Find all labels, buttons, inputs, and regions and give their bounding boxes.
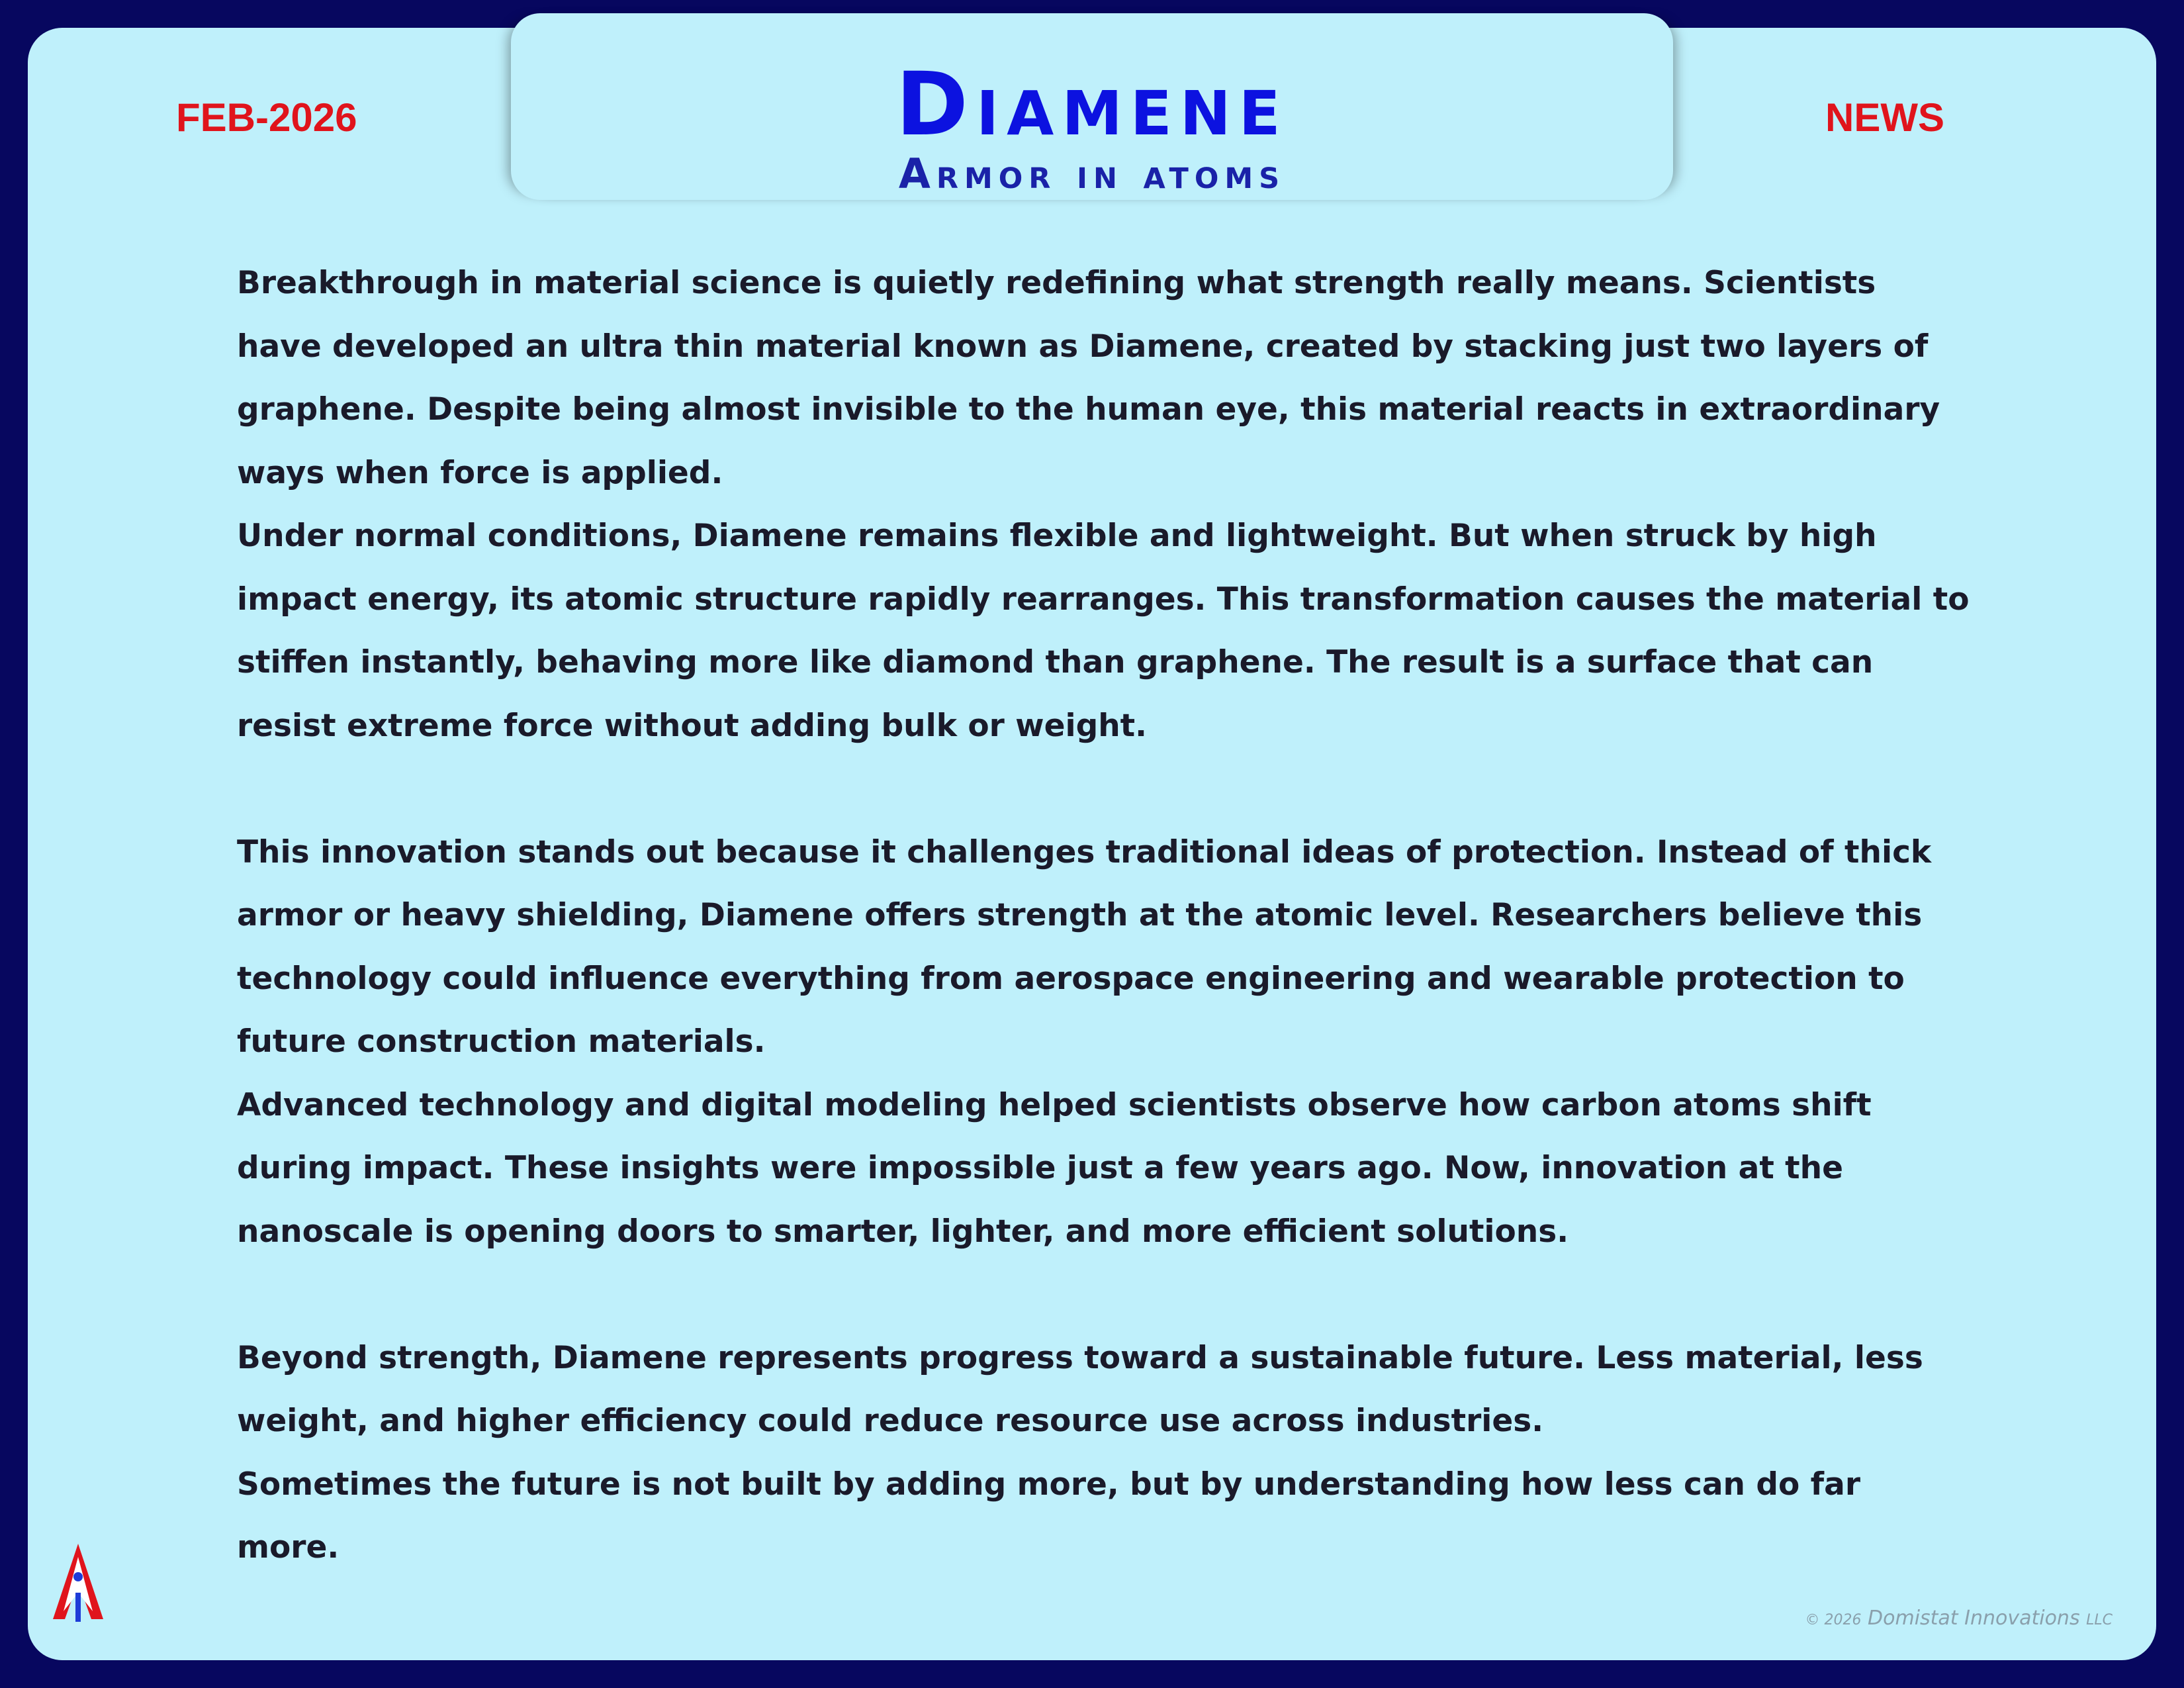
issue-date: FEB-2026	[176, 95, 357, 140]
article-paragraph: Advanced technology and digital modeling helped scientists observe how carbon atoms shift during impact. These insights were impossible just a few years ago. Now, innovation at the nanoscale is opening doors to smarter, lighter, and more efficient solutions.	[237, 1086, 1872, 1250]
page-subtitle: Armor in atoms	[898, 150, 1286, 198]
company-suffix: LLC	[2086, 1612, 2113, 1628]
article-paragraph: Breakthrough in material science is quietly redefining what strength really means. Scientists have developed an ultra thin material known as Diamene, created by stacking just two layers of graphene. Despite being almost invisible to the human eye, this material reacts in extraordinary ways when force is applied.	[237, 265, 1940, 491]
copyright-notice	[1805, 1609, 2113, 1628]
title-tab	[511, 13, 1673, 200]
company-name: Domistat Innovations	[1868, 1607, 2080, 1630]
rocket-a-logo-icon	[52, 1542, 105, 1624]
copyright-year: © 2026	[1805, 1612, 1862, 1628]
article-paragraph: Under normal conditions, Diamene remains flexible and lightweight. But when struck by high impact energy, its atomic structure rapidly rearranges. This transformation causes the material to stiffen instantly, behaving more like diamond than graphene. The result is a surface that can resist extreme force without adding bulk or weight.	[237, 518, 1970, 744]
article-paragraph: This innovation stands out because it challenges traditional ideas of protection. Instead of thick armor or heavy shielding, Diamene offers strength at the atomic level. Researchers believe this technology could influence everything from aerospace engineering and wearable protection to future construction materials.	[237, 833, 1932, 1060]
section-label: NEWS	[1825, 95, 1944, 140]
paragraph-spacer	[237, 1263, 1971, 1327]
page-title: Diamene	[895, 54, 1289, 156]
paragraph-spacer	[237, 757, 1971, 821]
article-body	[237, 252, 1971, 1579]
article-paragraph: Beyond strength, Diamene represents progress toward a sustainable future. Less material, less weight, and higher efficiency could reduce resource use across industries.	[237, 1339, 1923, 1439]
article-paragraph: Sometimes the future is not built by adding more, but by understanding how less can do far more.	[237, 1466, 1861, 1566]
